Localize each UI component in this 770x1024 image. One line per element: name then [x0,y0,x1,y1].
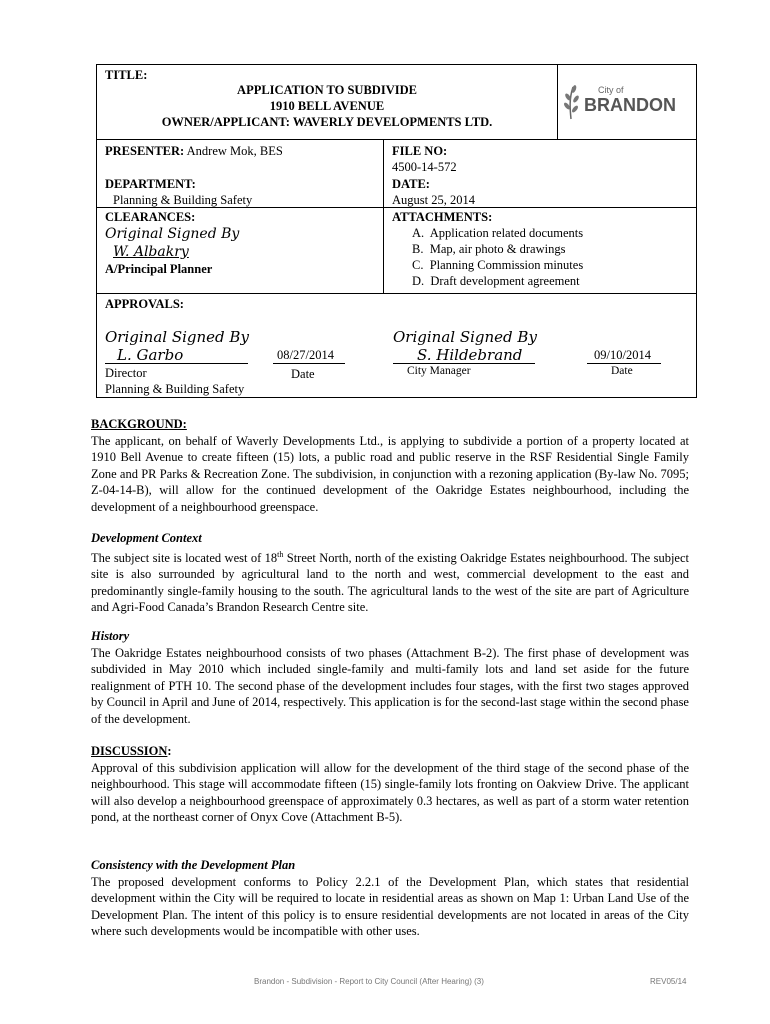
approval-1-date-underline [273,363,345,364]
logo-brand-text: BRANDON [584,95,676,115]
date-value: August 25, 2014 [392,193,475,207]
discussion-heading: DISCUSSION [91,744,168,758]
title-line-3: OWNER/APPLICANT: WAVERLY DEVELOPMENTS LTD. [161,115,493,129]
approval-1-signature-underline [105,363,248,364]
approval-1-role-1: Director [105,366,147,380]
clearances-label: CLEARANCES: [105,210,196,224]
attachments-label: ATTACHMENTS: [392,210,493,224]
history-heading: History [91,629,130,643]
footer-revision: REV05/14 [650,977,687,986]
title-line-2: 1910 BELL AVENUE [269,99,385,113]
presenter-value: Andrew Mok, BES [186,144,283,158]
file-label: FILE NO: [392,144,448,158]
consistency-section [91,857,689,940]
attachment-item: D. Draft development agreement [412,274,580,288]
development-context-section [91,530,689,616]
approval-2-date-underline [587,363,661,364]
clearance-role: A/Principal Planner [105,262,213,276]
discussion-section [91,743,689,826]
approval-2-role-1: City Manager [407,365,471,377]
clearance-signature-line-1: Original Signed By [105,226,240,242]
development-context-heading: Development Context [91,531,202,545]
approval-2-signature-line-2: S. Hildebrand [417,346,523,364]
wheat-leaf-icon [560,83,582,121]
context-superscript: th [277,549,284,559]
title-label: TITLE: [105,68,148,82]
attachments-cell [383,207,697,293]
footer-report-name: Brandon - Subdivision - Report to City Council (After Hearing) (3) [254,977,484,986]
context-text-start: The subject site is located west of 18 [91,550,278,565]
department-label: DEPARTMENT: [105,177,196,191]
background-paragraph: The applicant, on behalf of Waverly Developments Ltd., is applying to subdivide a portion of a property located at 1910 Bell Avenue to create fifteen (15) lots, a public road and public reserve in the RSF Residential Single Family Zone and PR Parks & Recreation Zone. The subdivision, in conjunction with a rezoning application (By-law No. 7095; Z-04-14-B), will allow for the continued development of the Oakridge Estates neighbourhood, including the development of a neighbourhood greenspace. [91,433,689,514]
file-value: 4500-14-572 [392,160,457,174]
clearance-signature-line-2: W. Albakry [113,244,189,260]
approval-1-signature-line-1: Original Signed By [105,328,249,346]
approval-1-role-2: Planning & Building Safety [105,382,245,396]
department-value: Planning & Building Safety [113,193,253,207]
discussion-heading-colon: : [167,744,172,758]
city-of-brandon-logo [558,83,698,127]
presenter-cell [97,139,383,179]
background-section [91,416,689,515]
approval-2-date: 09/10/2014 [594,348,651,362]
history-section [91,628,689,727]
history-paragraph: The Oakridge Estates neighbourhood consists of two phases (Attachment B-2). The first phase of development was subdivided in May 2010 which included single-family and multi-family lots and land set aside for the future realignment of PTH 10. The second phase of the development includes four stages, with the first two stages approved by Council in April and June of 2014, respectively. This application is for the second-last stage within the second phase of the development. [91,645,689,726]
attachment-item: A. Application related documents [412,226,584,240]
logo-city-text: City of [598,85,624,95]
consistency-paragraph: The proposed development conforms to Policy 2.2.1 of the Development Plan, which states that residential development within the City will be required to locate in residential areas as shown on Map 1: Urban Land Use of the Development Plan. The intent of this policy is to ensure residential developments are not located in areas of the City where such developments would be incompatible with other uses. [91,874,689,938]
presenter-label: PRESENTER: [105,144,185,158]
approval-1-signature-line-2: L. Garbo [117,346,184,364]
clearances-cell [97,207,383,293]
title-line-1: APPLICATION TO SUBDIVIDE [237,83,417,97]
approvals-cell [97,293,697,397]
department-cell [97,175,383,209]
discussion-paragraph: Approval of this subdivision application will allow for the development of the third stage of the second phase of the neighbourhood. This stage will accommodate fifteen (15) single-family lots fronting on Oakview Drive. The applicant will also develop a neighbourhood greenspace of approximately 0.3 hectares, as well as part of a storm water retention pond, at the northeast corner of Onyx Cove (Attachment B-5). [91,760,689,824]
discussion-heading-line [91,743,689,760]
date-label: DATE: [392,177,430,191]
approval-2-signature-underline [393,363,535,364]
approval-1-date-label: Date [291,367,315,381]
file-cell [383,139,697,179]
approval-1-date: 08/27/2014 [277,348,334,362]
title-cell [97,65,557,139]
date-cell [383,175,697,209]
approval-2-date-label: Date [611,365,633,377]
development-context-paragraph [91,547,689,616]
consistency-heading: Consistency with the Development Plan [91,858,296,872]
logo-cell [557,65,697,139]
report-header-table [96,64,697,398]
context-text-rest: Street North, north of the existing Oakridge Estates neighbourhood. The subject site is also surrounded by agricultural land to the north and west, commercial development to the east and predominantly single-family housing to the south. The agricultural lands to the west of the site are part of Agriculture and Agri-Food Canada’s Brandon Research Centre site. [91,550,689,615]
attachment-item: B. Map, air photo & drawings [412,242,566,256]
approval-2-signature-line-1: Original Signed By [393,328,537,346]
attachment-item: C. Planning Commission minutes [412,258,584,272]
approvals-label: APPROVALS: [105,297,184,311]
background-heading: BACKGROUND: [91,417,187,431]
